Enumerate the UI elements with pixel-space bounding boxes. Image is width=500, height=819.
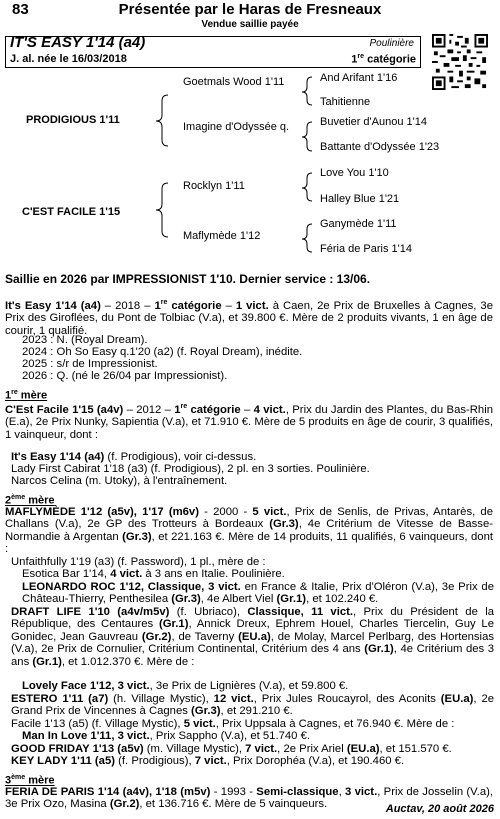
estero-text: , 2e Grand Prix de Vincennes à Cagnes [11,693,495,718]
man-line [22,730,310,742]
lovely-text: , 3e Prix de Lignières (V.a), et 59.800 €. [149,680,349,692]
pedigree-gen2: Goetmals Wood 1'11 [183,76,285,88]
draft-text: , et 1.012.370 €. Mère de : [61,655,195,668]
horse-name: IT'S EASY 1'14 (a4) [10,34,146,51]
page-subheader: Vendue saillie payée [201,19,299,30]
leonardo-text: , 4e Albert Viel [200,593,277,606]
draft-text: , Annick Dreux, Ephrem Houel, Charles Tiercelin, Guy Le Gonidec, Jean Gauvreau [11,618,494,643]
group-badge: (Gr.3) [171,593,201,606]
mere1-product: Lady First Cabirat 1'18 (a3) (f. Prodigious), 2 pl. en 3 sorties. Poulinière. [11,463,370,475]
mere2-name: MAFLYMÈDE 1'12 (a5v), 1'17 (m6v) [5,506,199,518]
year-line: 2026 : Q. (né le 26/04 par Impressionist). [22,370,228,382]
section-title-mere3: 3ème mère [5,774,55,787]
leonardo-name: LEONARDO ROC 1'12, Classique, 3 vict. [22,581,241,593]
mere3-paragraph: FERIA DE PARIS 1'14 (a4v), 1'18 (m5v) - 1993 - Semi-classique, 3 vict., Prix de Josselin (V.a), 3e Prix Ozo, Masina (Gr.2), et 136.716 €. Mère de 5 vainqueurs. [5,786,493,811]
man-text: , Prix Sappho (V.a), et 51.740 €. [149,730,310,742]
key-vict: 7 vict. [194,755,227,767]
product-name: It's Easy 1'14 (a4) [11,451,105,463]
leonardo-text: en France & Italie, Prix d'Oléron (V.a), 3e Prix de Château-Thierry, Penthesilea [22,581,494,606]
page-header: Présentée par le Haras de Fresneaux [118,1,382,18]
intro-paragraph [5,297,493,337]
group-badge: (Gr.2) [141,630,172,643]
mere2-paragraph [5,506,493,556]
esotica-text: à 3 ans en Italie. Poulinière. [142,568,285,580]
esotica-name: Esotica Bar 1'14, [22,568,111,580]
mere2-vict: 5 vict. [252,506,287,518]
group-badge: (Gr.1) [276,593,307,606]
horse-category: 1re catégorie [351,53,416,66]
good-text: , et 151.570 €. [379,743,452,755]
key-line [11,755,404,767]
mere3-text: , Prix de Josselin (V.a), 3e Prix Ozo, Masina [5,786,493,811]
mere1-sep: – [240,403,254,416]
pedigree-gen3: And Arifant 1'16 [320,72,398,84]
mere3-vict: 3 vict. [345,786,378,798]
page-number: 83 [12,1,29,18]
mere1-vict: 4 vict. [253,403,286,416]
pedigree-gen3: Buvetier d'Aunou 1'14 [320,116,427,128]
good-text: (m. Village Mystic), [143,743,246,755]
intro-sep: – 2018 – [100,299,155,312]
intro-name: It's Easy 1'14 (a4) [5,299,101,312]
pedigree-gen3: Tahitienne [320,96,371,108]
mere2-text: , Prix de Senlis, de Privas, Antarès, de Challans (V.a), 2e GP des Trotteurs à Bordeaux [5,506,493,531]
mere1-product [11,451,483,463]
draft-text: , de Taverny [171,630,239,643]
pedigree-gen3: Battante d'Odyssée 1'23 [320,141,440,153]
man-name: Man In Love 1'11, 3 vict. [22,730,150,742]
group-badge: (Gr.3) [122,530,152,543]
group-badge: (Gr.3) [269,518,299,531]
pedigree-gen2: Maflymède 1'12 [183,230,261,242]
key-name: KEY LADY 1'11 (a5) [11,755,115,767]
draft-text: , 4e Critérium des 3 ans [11,643,494,668]
pedigree-sire: PRODIGIOUS 1'11 [26,114,120,126]
year-line: 2024 : Oh So Easy q.1'20 (a2) (f. Royal Dream), inédite. [22,346,303,358]
intro-vict: 1 vict. [235,299,269,312]
pedigree-gen3: Féria de Paris 1'14 [320,243,412,255]
facile-name: Facile 1'13 (a5) (f. Village Mystic), [11,718,184,730]
facile-vict: 5 vict. [183,718,216,730]
year-line: 2023 : N. (Royal Dream). [22,334,148,346]
leonardo-text: , et 102.240 €. [306,593,379,606]
pedigree-gen2: Imagine d'Odyssée q. [183,121,290,133]
saillie-line: Saillie en 2026 par IMPRESSIONIST 1'10. Dernier service : 13/06. [5,272,371,286]
draft-text: (f. Ubriaco), [169,606,248,618]
mere3-text: , et 136.716 €. Mère de 5 vainqueurs. [139,798,328,811]
mere2-sep: - 2000 - [198,506,253,518]
esotica-vict: 4 vict. [110,568,143,580]
draft-entry [11,606,494,668]
mere1-name: C'Est Facile 1'15 (a4v) [5,403,124,416]
section-title-mere2: 2ème mère [5,494,55,507]
footer: Auctav, 20 août 2026 [385,803,494,815]
product-text: (f. Prodigious), voir ci-dessus. [104,451,257,463]
estero-vict: 12 vict. [213,693,254,705]
estero-name: ESTERO 1'11 (a7) [11,693,109,705]
pedigree-gen3: Ganymède 1'11 [320,218,397,230]
intro-sep: – [221,299,236,312]
group-badge: (EU.a) [238,630,271,643]
pedigree-gen3: Love You 1'10 [320,167,389,179]
draft-vict: Classique, 11 vict. [247,606,354,618]
mere1-text: , Prix du Jardin des Plantes, du Bas-Rhin (E.a), 2e Prix Nunky, Sapientia (V.a), et 71.910 €. Mère de 5 produits en âge de courir, 3 qualifiés, 1 vainqueur, dont : [5,403,493,441]
lovely-name: Lovely Face 1'12, 3 vict. [22,680,150,692]
mere3-category: Semi-classique [256,786,339,798]
good-text: , 2e Prix Ariel [277,743,347,755]
good-vict: 7 vict. [245,743,278,755]
mere1-category: 1re catégorie [174,403,241,416]
leonardo-entry [22,581,494,606]
horse-born: J. al. née le 16/03/2018 [10,53,127,65]
draft-name: DRAFT LIFE 1'10 (a4v/m5v) [11,606,170,618]
facile-line [11,718,454,730]
intro-category: 1re catégorie [154,299,222,312]
good-name: GOOD FRIDAY 1'13 (a5v) [11,743,144,755]
group-badge: (Gr.3) [191,705,221,718]
group-badge: (Gr.2) [109,798,140,811]
mere1-paragraph [5,401,493,441]
year-line: 2025 : s/r de Impressionist. [22,358,158,370]
mere1-product: Narcos Celina (m. Utoky), à l'entraînement. [11,475,228,487]
group-badge: (EU.a) [440,693,474,705]
draft-text: , Prix du Président de la République, des Centaures [11,606,494,631]
unfaithfully-line: Unfaithfully 1'19 (a3) (f. Password), 1 pl., mère de : [11,556,266,568]
key-text: (f. Prodigious), [115,755,195,767]
estero-text: , Prix Jules Roucayrol, des Aconits [253,693,441,705]
group-badge: (EU.a) [346,743,380,755]
pedigree-gen2: Rocklyn 1'11 [183,180,245,192]
mere2-text: , et 221.163 €. Mère de 14 produits, 11 qualifiés, 6 vainqueurs, dont : [5,530,493,556]
mere1-sep: – 2012 – [123,403,175,416]
mere2-text: , 4e Critérium de Vitesse de Basse-Normandie à Argentan [5,518,493,543]
lovely-line [22,680,348,692]
pedigree-braces [0,0,500,270]
estero-text: , et 291.210 €. [220,705,293,718]
group-badge: (Gr.1) [364,643,394,656]
key-text: , Prix Dorophéa (V.a), et 190.460 €. [226,755,405,767]
intro-text: à Caen, 2e Prix de Bruxelles à Cagnes, 3e Prix des Giroflées, du Pont de Tolbiac (V.a), et 39.800 €. Mère de 2 produits vivants, 1 en âge de courir, 1 qualifié. [5,299,493,337]
horse-location: Poulinière [369,38,414,49]
pedigree-gen3: Halley Blue 1'21 [320,193,400,205]
estero-text: (h. Village Mystic), [108,693,214,705]
mere3-sep: - 1993 - [210,786,257,798]
good-line [11,743,452,755]
group-badge: (Gr.1) [32,655,62,668]
facile-text: , Prix Uppsala à Cagnes, et 76.940 €. Mère de : [215,718,455,730]
section-title-mere1: 1re mère [5,389,48,402]
group-badge: (Gr.1) [158,618,189,631]
pedigree-dam: C'EST FACILE 1'15 [22,206,121,218]
mere3-name: FERIA DE PARIS 1'14 (a4v), 1'18 (m5v) [5,786,211,798]
esotica-line [22,568,285,580]
estero-entry [11,693,494,718]
draft-text: , de Molay, Marcel Perlbarg, des Hortensias (V.a), 2e Prix de Cornulier, Critérium Continental, Critérium des 4 ans [11,630,494,656]
